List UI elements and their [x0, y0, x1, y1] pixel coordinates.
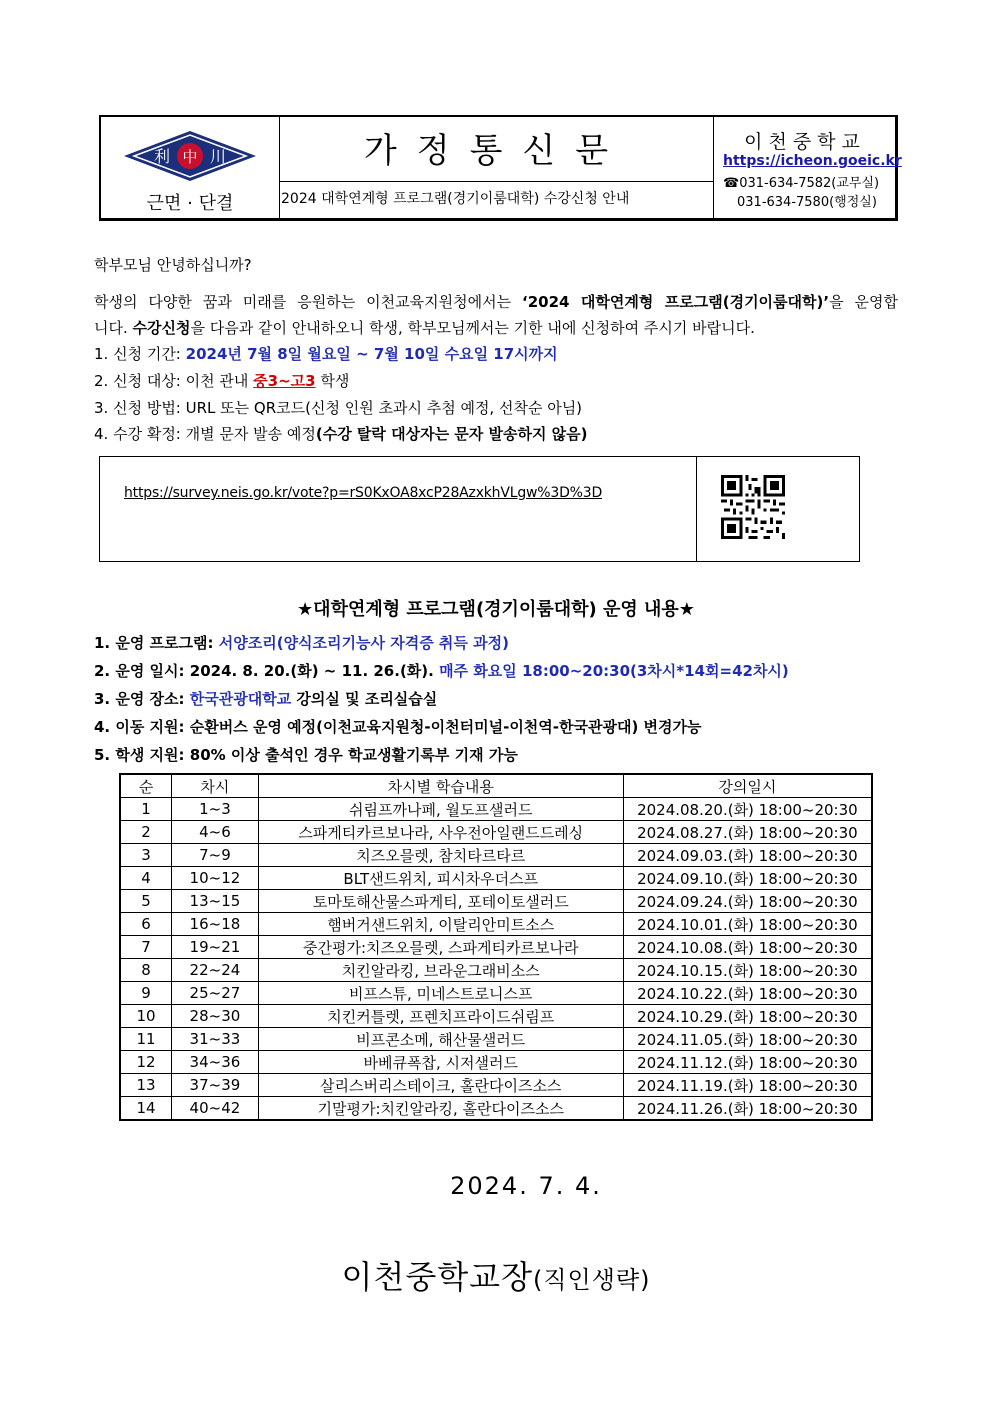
school-motto: 근면 · 단결 — [146, 193, 234, 214]
phone-admin: 031-634-7580(행정실) — [737, 195, 877, 210]
intro-text: 학생의 다양한 꿈과 미래를 응원하는 이천교육지원청에서는 — [94, 293, 523, 311]
table-row — [120, 936, 872, 959]
cell-no: 13 — [120, 1074, 172, 1097]
cell-session: 22~24 — [172, 959, 259, 982]
col-header-datetime: 강의일시 — [623, 774, 872, 798]
op-label: 2. 운영 일시: 2024. 8. 20.(화) ~ 11. 26.(화). — [94, 662, 440, 680]
cell-session: 34~36 — [172, 1051, 259, 1074]
col-header-session: 차시 — [172, 774, 259, 798]
cell-content: BLT샌드위치, 피시차우더스프 — [258, 867, 623, 890]
cell-datetime: 2024.10.08.(화) 18:00~20:30 — [623, 936, 872, 959]
item-method: 3. 신청 방법: URL 또는 QR코드(신청 인원 초과시 추첨 예정, 선착순 아님) — [94, 399, 583, 417]
table-row — [120, 1097, 872, 1121]
cell-datetime: 2024.11.12.(화) 18:00~20:30 — [623, 1051, 872, 1074]
section-title: ★대학연계형 프로그램(경기이룸대학) 운영 내용★ — [297, 599, 695, 620]
program-course: 서양조리(양식조리기능사 자격증 취득 과정) — [218, 634, 509, 652]
cell-session: 4~6 — [172, 821, 259, 844]
intro-line-1 — [94, 291, 898, 312]
cell-datetime: 2024.10.29.(화) 18:00~20:30 — [623, 1005, 872, 1028]
issue-date: 2024. 7. 4. — [450, 1172, 602, 1200]
table-row — [120, 890, 872, 913]
op-location — [94, 688, 437, 709]
emblem-right-char: 川 — [209, 147, 227, 166]
weekly-time: 매주 화요일 18:00~20:30(3차시*14회=42차시) — [439, 662, 789, 680]
op-schedule — [94, 660, 789, 681]
intro-text-tail: 을 운영합 — [829, 293, 898, 311]
cell-session: 13~15 — [172, 890, 259, 913]
qr-code-icon[interactable] — [721, 475, 785, 539]
item-target — [94, 370, 349, 391]
survey-link-box — [99, 456, 860, 562]
cell-datetime: 2024.09.03.(화) 18:00~20:30 — [623, 844, 872, 867]
cell-datetime: 2024.10.01.(화) 18:00~20:30 — [623, 913, 872, 936]
cell-no: 12 — [120, 1051, 172, 1074]
cell-no: 11 — [120, 1028, 172, 1051]
op-student-support: 5. 학생 지원: 80% 이상 출석인 경우 학교생활기록부 기재 가능 — [94, 746, 518, 764]
col-header-content: 차시별 학습내용 — [258, 774, 623, 798]
cell-no: 14 — [120, 1097, 172, 1121]
cell-session: 25~27 — [172, 982, 259, 1005]
cell-datetime: 2024.08.27.(화) 18:00~20:30 — [623, 821, 872, 844]
table-row — [120, 844, 872, 867]
cell-session: 28~30 — [172, 1005, 259, 1028]
cell-no: 3 — [120, 844, 172, 867]
cell-session: 19~21 — [172, 936, 259, 959]
notice-header — [99, 115, 902, 221]
cell-no: 4 — [120, 867, 172, 890]
cell-session: 31~33 — [172, 1028, 259, 1051]
item-label: 2. 신청 대상: 이천 관내 — [94, 372, 254, 390]
cell-content: 비프콘소메, 해산물샐러드 — [258, 1028, 623, 1051]
cell-datetime: 2024.08.20.(화) 18:00~20:30 — [623, 798, 872, 821]
cell-content: 치킨알라킹, 브라운그래비소스 — [258, 959, 623, 982]
notice-subtitle: 2024 대학연계형 프로그램(경기이룸대학) 수강신청 안내 — [281, 191, 630, 207]
greeting: 학부모님 안녕하십니까? — [94, 256, 252, 274]
cell-content: 치킨커틀렛, 프렌치프라이드쉬림프 — [258, 1005, 623, 1028]
title-divider — [279, 181, 713, 182]
cell-datetime: 2024.09.10.(화) 18:00~20:30 — [623, 867, 872, 890]
principal-title: 이천중학교장 — [341, 1258, 533, 1296]
cell-session: 1~3 — [172, 798, 259, 821]
cell-content: 스파게티카르보나라, 사우전아일랜드드레싱 — [258, 821, 623, 844]
cell-content: 살리스버리스테이크, 홀란다이즈소스 — [258, 1074, 623, 1097]
cell-datetime: 2024.09.24.(화) 18:00~20:30 — [623, 890, 872, 913]
cell-session: 37~39 — [172, 1074, 259, 1097]
op-label: 1. 운영 프로그램: — [94, 634, 219, 652]
emblem-center-char: 中 — [182, 148, 198, 166]
cell-no: 2 — [120, 821, 172, 844]
schedule-table — [119, 773, 873, 1121]
cell-no: 10 — [120, 1005, 172, 1028]
cell-content: 토마토해산물스파게티, 포테이토샐러드 — [258, 890, 623, 913]
col-header-no: 순 — [120, 774, 172, 798]
op-program — [94, 632, 509, 653]
enrollment-keyword: 수강신청 — [132, 319, 191, 337]
school-website-link[interactable]: https://icheon.goeic.kr — [723, 153, 902, 169]
table-row — [120, 959, 872, 982]
cell-datetime: 2024.10.22.(화) 18:00~20:30 — [623, 982, 872, 1005]
table-row — [120, 913, 872, 936]
op-tail: 강의실 및 조리실습실 — [291, 690, 438, 708]
application-period: 2024년 7월 8일 월요일 ~ 7월 10일 수요일 17시까지 — [185, 345, 558, 363]
intro-line-2 — [94, 317, 755, 338]
title-cell — [279, 117, 714, 220]
cell-content: 햄버거샌드위치, 이탈리안미트소스 — [258, 913, 623, 936]
item-confirmation — [94, 423, 588, 444]
survey-url-link[interactable]: https://survey.neis.go.kr/vote?p=rS0KxOA8xcP28AzxkhVLgw%3D%3D — [124, 485, 603, 501]
cell-session: 40~42 — [172, 1097, 259, 1121]
item-tail: 학생 — [315, 372, 350, 390]
cell-no: 7 — [120, 936, 172, 959]
intro-text: 니다. — [94, 319, 133, 337]
confirmation-note: (수강 탈락 대상자는 문자 발송하지 않음) — [315, 425, 588, 443]
item-label: 4. 수강 확정: 개별 문자 발송 예정 — [94, 425, 316, 443]
table-row — [120, 798, 872, 821]
cell-content: 치즈오믈렛, 참치타르타르 — [258, 844, 623, 867]
cell-content: 바베큐폭찹, 시저샐러드 — [258, 1051, 623, 1074]
item-application-period — [94, 343, 558, 364]
table-row — [120, 982, 872, 1005]
box-divider — [696, 457, 697, 561]
table-row — [120, 1051, 872, 1074]
school-name: 이천중학교 — [744, 131, 866, 153]
item-label: 1. 신청 기간: — [94, 345, 186, 363]
cell-session: 10~12 — [172, 867, 259, 890]
cell-content: 기말평가:치킨알라킹, 홀란다이즈소스 — [258, 1097, 623, 1121]
table-row — [120, 821, 872, 844]
school-emblem-icon — [124, 131, 256, 181]
cell-content: 쉬림프까나페, 월도프샐러드 — [258, 798, 623, 821]
cell-no: 8 — [120, 959, 172, 982]
cell-content: 비프스튜, 미네스트로니스프 — [258, 982, 623, 1005]
principal-signature — [0, 1252, 992, 1298]
cell-content: 중간평가:치즈오믈렛, 스파게티카르보나라 — [258, 936, 623, 959]
phone-office: ☎031-634-7582(교무실) — [723, 176, 880, 191]
cell-datetime: 2024.10.15.(화) 18:00~20:30 — [623, 959, 872, 982]
table-row — [120, 1028, 872, 1051]
cell-datetime: 2024.11.26.(화) 18:00~20:30 — [623, 1097, 872, 1121]
cell-datetime: 2024.11.05.(화) 18:00~20:30 — [623, 1028, 872, 1051]
table-row — [120, 1005, 872, 1028]
venue-name: 한국관광대학교 — [189, 690, 292, 708]
cell-session: 7~9 — [172, 844, 259, 867]
target-grades: 중3~고3 — [253, 372, 316, 390]
program-name: ‘2024 대학연계형 프로그램(경기이룸대학)’ — [522, 293, 830, 311]
cell-no: 1 — [120, 798, 172, 821]
op-transport: 4. 이동 지원: 순환버스 운영 예정(이천교육지원청-이천터미널-이천역-한국관광대) 변경가능 — [94, 718, 702, 736]
cell-datetime: 2024.11.19.(화) 18:00~20:30 — [623, 1074, 872, 1097]
table-header-row — [120, 774, 872, 798]
op-label: 3. 운영 장소: — [94, 690, 190, 708]
cell-no: 9 — [120, 982, 172, 1005]
table-row — [120, 867, 872, 890]
table-row — [120, 1074, 872, 1097]
seal-omitted-note: (직인생략) — [533, 1266, 651, 1294]
cell-no: 5 — [120, 890, 172, 913]
page-title: 가정통신문 — [363, 131, 629, 171]
cell-session: 16~18 — [172, 913, 259, 936]
school-info-cell — [713, 117, 902, 220]
logo-cell — [101, 117, 280, 220]
intro-text-tail: 을 다음과 같이 안내하오니 학생, 학부모님께서는 기한 내에 신청하여 주시기 바랍니다. — [190, 319, 755, 337]
emblem-left-char: 利 — [153, 147, 171, 166]
cell-no: 6 — [120, 913, 172, 936]
